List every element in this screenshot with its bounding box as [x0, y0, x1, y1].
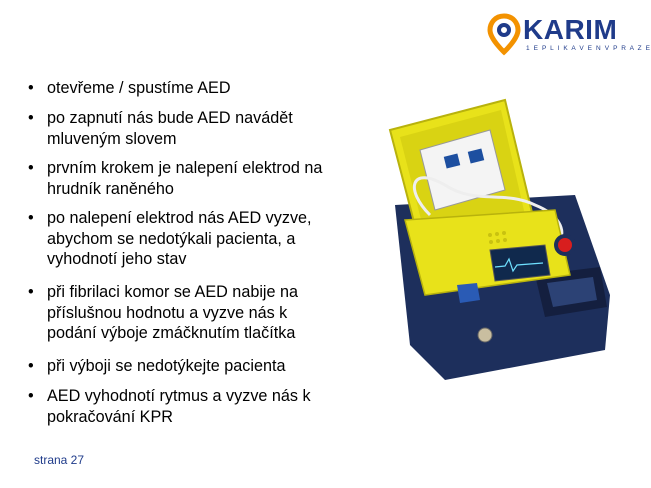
- bullet-item: [22, 282, 377, 344]
- bullet-text: při výboji se nedotýkejte pacienta: [47, 357, 286, 375]
- bullet-item: [22, 356, 377, 377]
- bullet-text: otevřeme / spustíme AED: [47, 79, 231, 97]
- bullet-dot: •: [28, 283, 34, 301]
- bullet-dot: •: [28, 209, 34, 227]
- bullet-text: příslušnou hodnotu a vyzve nás k: [47, 303, 288, 322]
- bullet-text: hrudník raněného: [47, 179, 174, 198]
- bullet-text: při fibrilaci komor se AED nabije na: [47, 283, 299, 301]
- bullet-text: AED vyhodnotí rytmus a vyzve nás k: [47, 387, 311, 405]
- bullet-dot: •: [28, 357, 34, 375]
- aed-device-icon: [385, 95, 615, 385]
- bullet-item: [22, 158, 377, 199]
- bullet-dot: •: [28, 79, 34, 97]
- logo-wordmark: KARIM: [523, 14, 618, 45]
- bullet-text: po nalepení elektrod nás AED vyzve,: [47, 209, 312, 227]
- bullet-text: pokračování KPR: [47, 407, 173, 426]
- bullet-dot: •: [28, 387, 34, 405]
- bullet-item: [22, 108, 377, 149]
- bullet-text: abychom se nedotýkali pacienta, a: [47, 229, 296, 248]
- bullet-item: [22, 78, 377, 99]
- karim-logo: [487, 14, 651, 54]
- logo-tagline: 1 E P L I K A V E N V P R A Z E: [526, 45, 651, 52]
- bullet-text: prvním krokem je nalepení elektrod na: [47, 159, 323, 177]
- bullet-text: vyhodnotí jeho stav: [47, 250, 187, 268]
- bullet-text: mluveným slovem: [47, 129, 177, 148]
- bullet-item: [22, 208, 377, 270]
- bullet-item: [22, 386, 377, 427]
- location-pin-icon: [487, 14, 521, 54]
- bullet-dot: •: [28, 109, 34, 127]
- bullet-text: podání výboje zmáčknutím tlačítka: [47, 324, 296, 342]
- page-number: strana 27: [34, 453, 85, 467]
- bullet-text: po zapnutí nás bude AED navádět: [47, 109, 293, 127]
- bullet-dot: •: [28, 159, 34, 177]
